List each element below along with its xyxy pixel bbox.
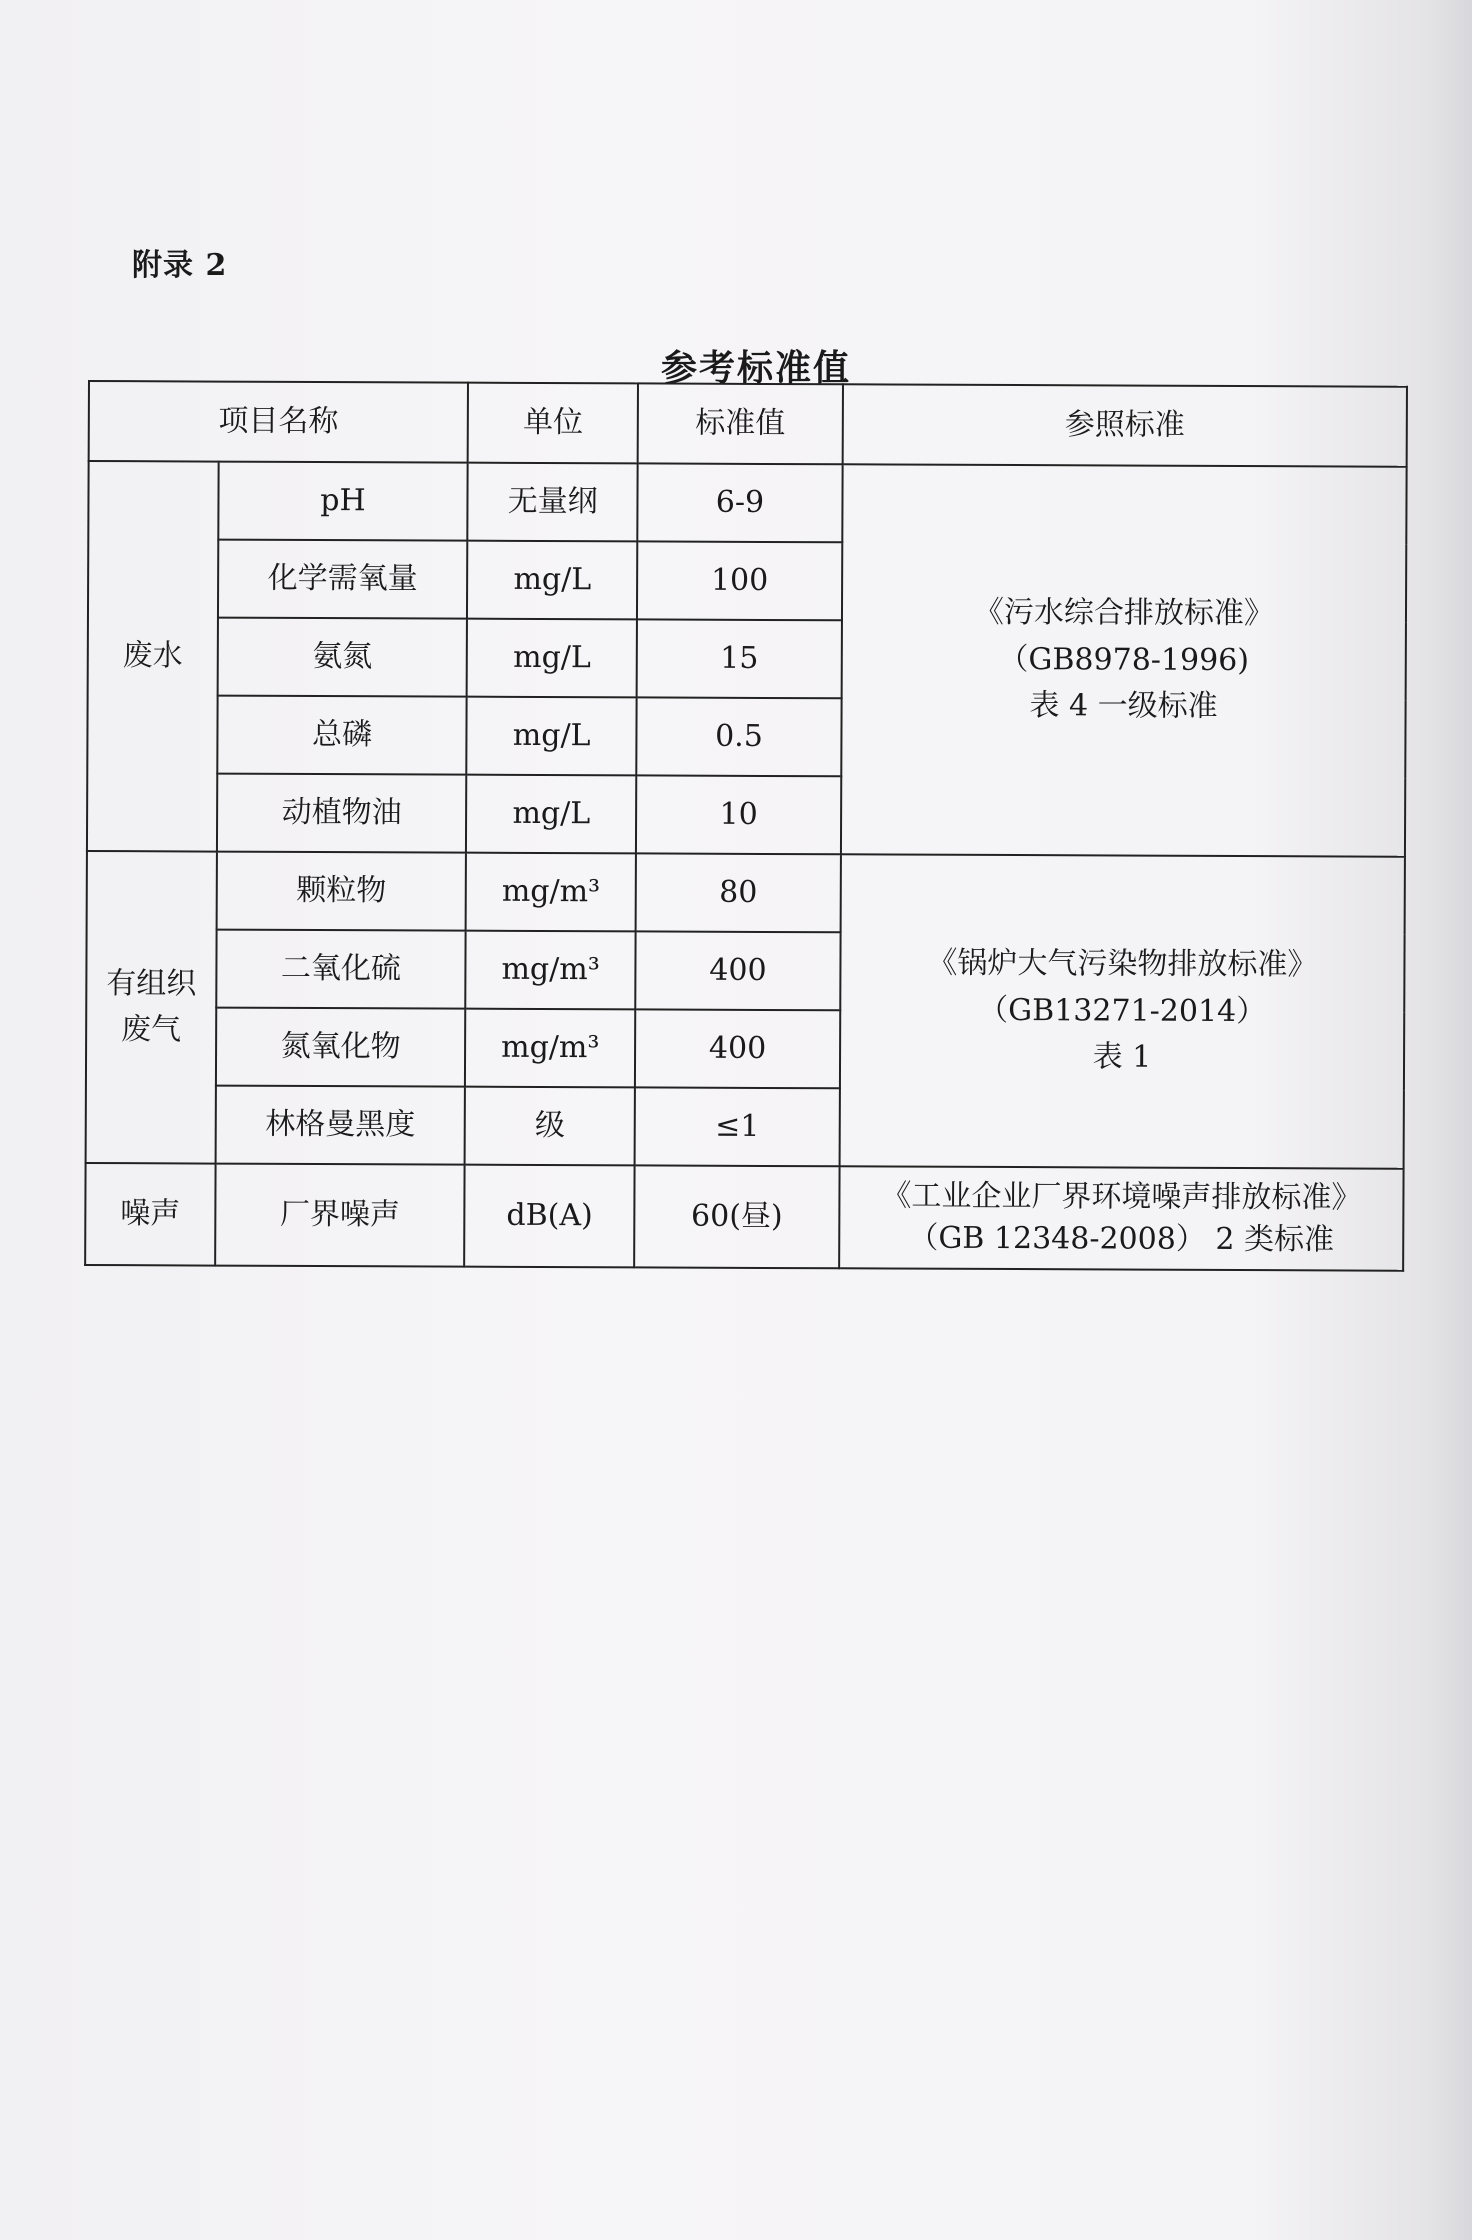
appendix-label: 附录 2: [132, 248, 228, 283]
table-title: 参考标准值: [660, 347, 851, 389]
item-value: 80: [636, 853, 841, 932]
item-name: pH: [218, 462, 468, 541]
header-reference-standard: 参照标准: [843, 384, 1407, 466]
item-unit: 无量纲: [468, 463, 638, 542]
item-unit: mg/m³: [466, 931, 636, 1010]
reference-line: （GB8978-1996): [998, 641, 1250, 678]
reference-line: 《污水综合排放标准》: [973, 595, 1275, 632]
item-value: 10: [636, 775, 841, 854]
table-header-row: [89, 381, 1407, 467]
table-row: [87, 851, 1405, 935]
reference-exhaust: [839, 854, 1404, 1168]
item-name: 氨氮: [217, 618, 467, 697]
item-value: 400: [635, 1009, 840, 1088]
header-unit: 单位: [468, 383, 638, 464]
group-label-line: 废气: [120, 1012, 182, 1048]
item-name: 厂界噪声: [215, 1164, 465, 1267]
item-name: 化学需氧量: [218, 540, 468, 619]
item-name: 动植物油: [217, 774, 467, 853]
item-name: 颗粒物: [216, 852, 466, 931]
item-value: 100: [637, 541, 842, 620]
reference-line: 表 1: [1092, 1039, 1152, 1075]
item-value: 0.5: [636, 697, 841, 776]
reference-wastewater: [841, 464, 1407, 856]
reference-line: 《锅炉大气污染物排放标准》: [927, 945, 1318, 983]
table-row: [88, 461, 1406, 545]
reference-line: 《工业企业厂界环境噪声排放标准》: [881, 1178, 1362, 1216]
item-unit: mg/L: [467, 697, 637, 776]
item-unit: mg/L: [467, 541, 637, 620]
item-name: 二氧化硫: [216, 930, 466, 1009]
item-unit: 级: [465, 1087, 635, 1166]
item-name: 氮氧化物: [216, 1008, 466, 1087]
item-unit: mg/L: [466, 775, 636, 854]
group-label-exhaust: [86, 851, 217, 1164]
reference-line: 表 4 一级标准: [1029, 688, 1218, 725]
item-value: 400: [635, 931, 840, 1010]
item-unit: mg/L: [467, 619, 637, 698]
reference-line: （GB13271-2014）: [978, 992, 1267, 1029]
reference-noise: [839, 1166, 1404, 1270]
item-value: 6-9: [637, 463, 842, 542]
header-item-name: 项目名称: [89, 381, 469, 463]
item-unit: dB(A): [464, 1165, 634, 1268]
item-value: 15: [637, 619, 842, 698]
reference-line: （GB 12348-2008） 2 类标准: [908, 1220, 1335, 1258]
group-label-wastewater: 废水: [87, 461, 218, 852]
group-label-line: 有组织: [106, 965, 197, 1001]
group-label-noise: 噪声: [85, 1163, 215, 1266]
item-name: 总磷: [217, 696, 467, 775]
item-unit: mg/m³: [465, 1009, 635, 1088]
item-name: 林格曼黑度: [215, 1086, 465, 1165]
table-row: [85, 1163, 1403, 1271]
standards-table: [84, 380, 1408, 1272]
item-value: ≤1: [635, 1087, 840, 1166]
item-value: 60(昼): [634, 1165, 839, 1268]
item-unit: mg/m³: [466, 853, 636, 932]
header-standard-value: 标准值: [638, 383, 843, 464]
